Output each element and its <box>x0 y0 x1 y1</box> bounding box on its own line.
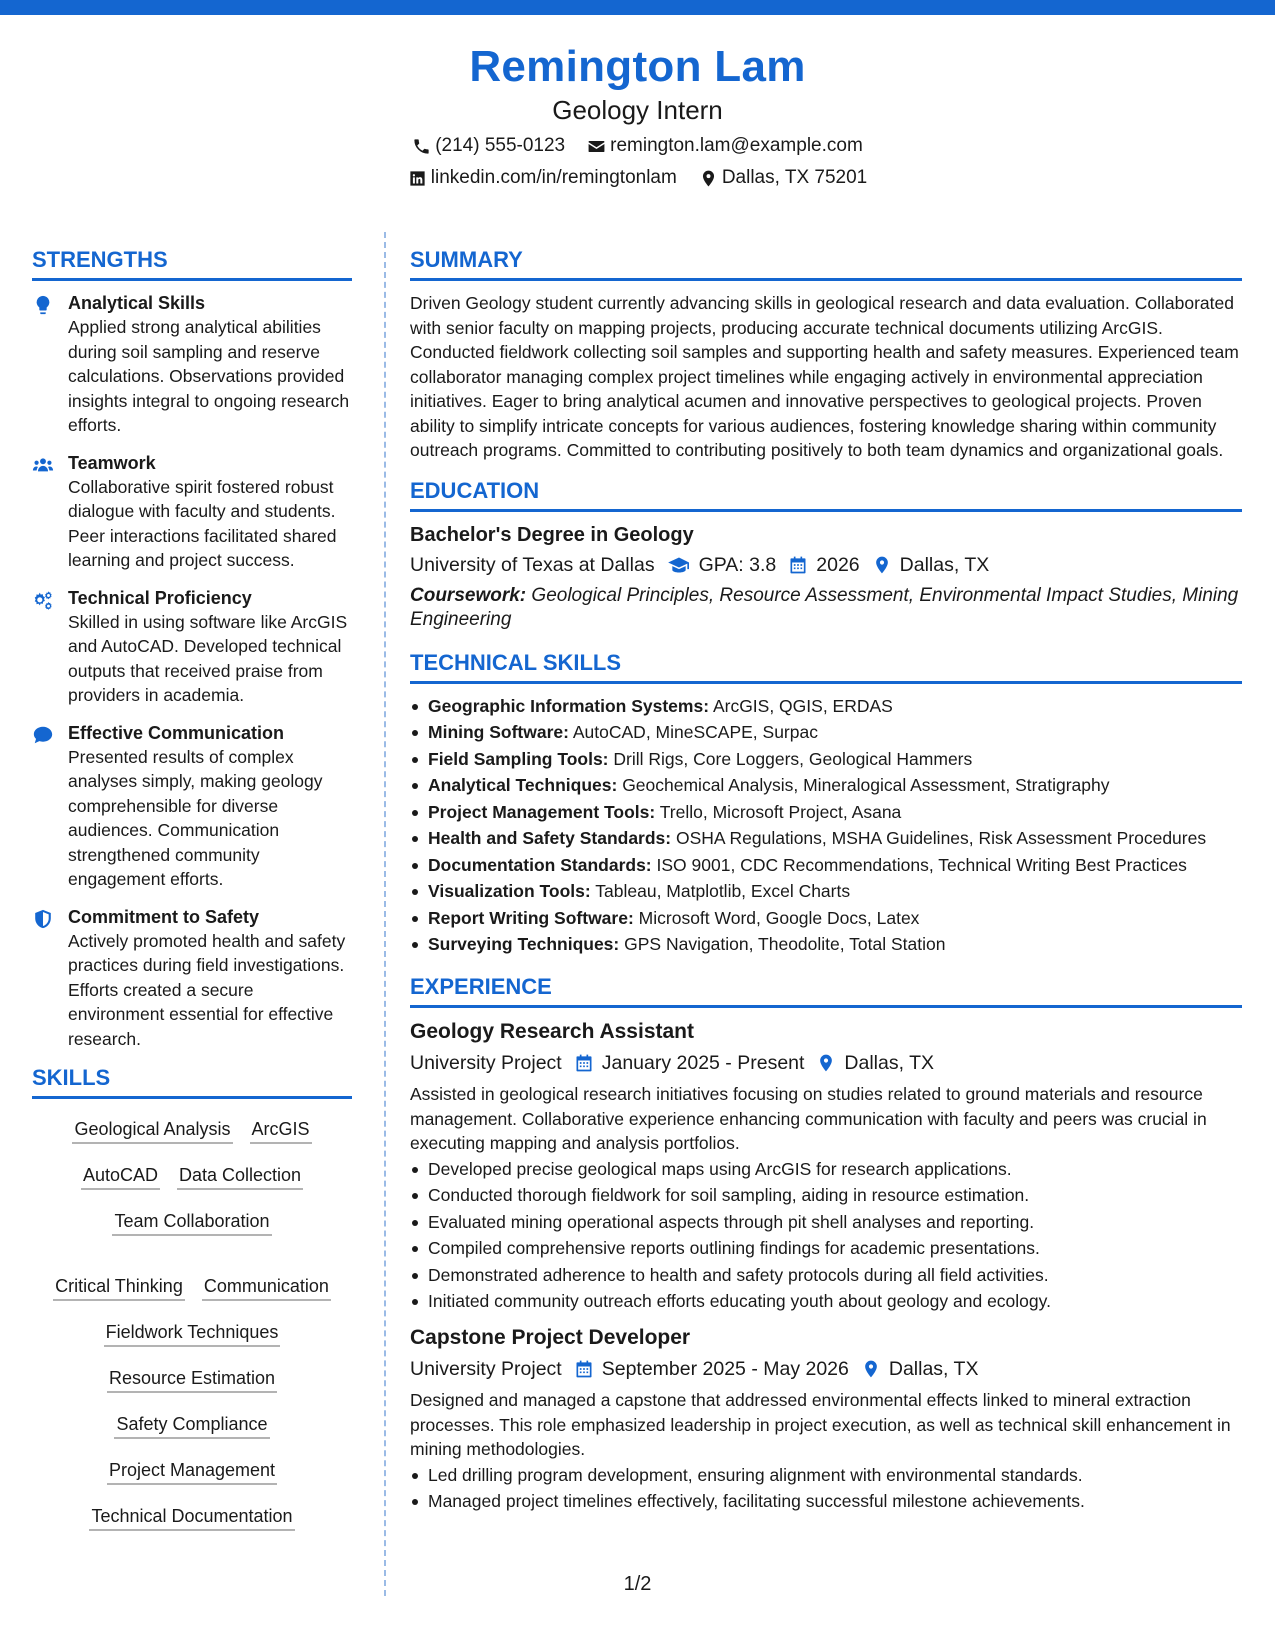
education-location: Dallas, TX <box>899 553 990 576</box>
users-icon <box>32 454 54 476</box>
list-item: Managed project timelines effectively, facilitating successful milestone achievements. <box>410 1489 1242 1514</box>
strength-title: Analytical Skills <box>68 293 206 313</box>
right-column <box>410 246 1242 1524</box>
list-item: Initiated community outreach efforts educating youth about geology and ecology. <box>410 1289 1242 1314</box>
summary-heading: SUMMARY <box>410 246 1242 281</box>
strength-text: Collaborative spirit fostered robust dialogue with faculty and students. Peer interactions facilitated shared learning and project success. <box>68 476 337 570</box>
job-meta <box>410 1049 1242 1077</box>
linkedin-text[interactable]: linkedin.com/in/remingtonlam <box>430 167 677 188</box>
skill-chip: Team Collaboration <box>112 1209 271 1236</box>
strength-text: Presented results of complex analyses simply, making geology comprehensible for diverse audiences. Communication strengthened community engagement efforts. <box>68 746 323 889</box>
left-column <box>32 246 352 1531</box>
graduation-cap-icon <box>667 555 691 575</box>
job-bullets <box>410 1157 1242 1315</box>
job-location: Dallas, TX <box>888 1358 979 1380</box>
skill-chip: Communication <box>202 1274 331 1301</box>
page-number: 1/2 <box>623 1573 652 1595</box>
candidate-name: Remington Lam <box>469 42 806 91</box>
experience-heading: EXPERIENCE <box>410 973 1242 1008</box>
list-item: Evaluated mining operational aspects through pit shell analyses and reporting. <box>410 1210 1242 1235</box>
list-item: Health and Safety Standards: OSHA Regulations, MSHA Guidelines, Risk Assessment Procedures <box>410 826 1242 851</box>
job-description: Designed and managed a capstone that addressed environmental effects linked to mineral extraction processes. This role emphasized leadership in project execution, as well as technical skill enhancement in mining methodologies. <box>410 1390 1231 1459</box>
skill-chip: Resource Estimation <box>107 1366 277 1393</box>
list-item: Mining Software: AutoCAD, MineSCAPE, Surpac <box>410 720 1242 745</box>
list-item: Analytical Techniques: Geochemical Analysis, Mineralogical Assessment, Stratigraphy <box>410 773 1242 798</box>
location-pin-icon <box>872 555 892 575</box>
strength-text: Actively promoted health and safety practices during field investigations. Efforts created a secure environment essential for effective research. <box>68 930 346 1049</box>
strength-item <box>32 291 352 438</box>
job-location: Dallas, TX <box>844 1052 935 1074</box>
resume-header <box>0 40 1275 190</box>
list-item: Surveying Techniques: GPS Navigation, Theodolite, Total Station <box>410 932 1242 957</box>
education-degree: Bachelor's Degree in Geology <box>410 523 694 546</box>
summary-text: Driven Geology student currently advancing skills in geological research and data evaluation. Collaborated with senior faculty on mapping projects, producing accurate technical documents utilizing ArcGIS. Conducted fieldwork collecting soil samples and supporting health and safety measures. Experienced team collaborator managing complex project timelines while engaging actively in environmental appreciation initiatives. Eager to bring analytical acumen and innovative perspectives to geological projects. Proven ability to simplify intricate concepts for various audiences, fostering knowledge sharing within community outreach programs. Committed to contributing positively to both team dynamics and organizational goals. <box>410 293 1239 460</box>
strength-title: Effective Communication <box>68 722 285 743</box>
job-entry <box>410 1018 1242 1314</box>
job-meta <box>410 1355 1242 1383</box>
skill-chip: Fieldwork Techniques <box>104 1320 281 1347</box>
skill-chip: Data Collection <box>177 1163 303 1190</box>
job-title: Geology Research Assistant <box>410 1020 694 1043</box>
comment-icon <box>32 724 54 746</box>
education-meta <box>410 551 1242 579</box>
list-item: Visualization Tools: Tableau, Matplotlib, Excel Charts <box>410 879 1242 904</box>
job-entry <box>410 1324 1242 1514</box>
skill-chip: Safety Compliance <box>114 1412 269 1439</box>
envelope-icon <box>587 137 606 156</box>
list-item: Documentation Standards: ISO 9001, CDC Recommendations, Technical Writing Best Practices <box>410 853 1242 878</box>
strength-item <box>32 721 352 892</box>
job-title: Capstone Project Developer <box>410 1326 691 1349</box>
contact-row-2 <box>0 166 1275 190</box>
column-divider <box>384 232 386 1596</box>
contact-location <box>699 166 867 190</box>
strength-title: Teamwork <box>68 452 156 473</box>
lightbulb-icon <box>32 294 54 316</box>
skill-chip: Project Management <box>107 1458 277 1485</box>
calendar-icon <box>574 1359 594 1379</box>
coursework-text: Geological Principles, Resource Assessment, Environmental Impact Studies, Mining Engineering <box>410 584 1239 630</box>
strength-item <box>32 905 352 1052</box>
list-item: Developed precise geological maps using ArcGIS for research applications. <box>410 1157 1242 1182</box>
candidate-title: Geology Intern <box>552 95 723 125</box>
skill-chip: AutoCAD <box>81 1163 160 1190</box>
education-coursework <box>410 584 1242 633</box>
list-item: Field Sampling Tools: Drill Rigs, Core Loggers, Geological Hammers <box>410 747 1242 772</box>
education-year: 2026 <box>816 553 860 576</box>
strengths-heading: STRENGTHS <box>32 246 352 281</box>
list-item: Compiled comprehensive reports outlining findings for academic presentations. <box>410 1236 1242 1261</box>
skill-chip: Technical Documentation <box>89 1504 294 1531</box>
top-accent-bar <box>0 0 1275 15</box>
job-description: Assisted in geological research initiatives focusing on studies related to ground materials and resource management. Collaborative experience enhancing communication with faculty and peers was crucial in executing mapping and analysis portfolios. <box>410 1084 1207 1153</box>
education-school: University of Texas at Dallas <box>410 553 655 576</box>
list-item: Report Writing Software: Microsoft Word, Google Docs, Latex <box>410 906 1242 931</box>
list-item: Geographic Information Systems: ArcGIS, QGIS, ERDAS <box>410 694 1242 719</box>
strength-item <box>32 451 352 573</box>
job-org: University Project <box>410 1358 562 1380</box>
phone-text: (214) 555-0123 <box>435 135 566 156</box>
contact-linkedin[interactable] <box>408 166 677 190</box>
strength-text: Skilled in using software like ArcGIS and AutoCAD. Developed technical outputs that received praise from providers in academia. <box>68 611 348 705</box>
email-text[interactable]: remington.lam@example.com <box>610 135 863 156</box>
list-item: Led drilling program development, ensuring alignment with environmental standards. <box>410 1463 1242 1488</box>
list-item: Demonstrated adherence to health and safety protocols during all field activities. <box>410 1263 1242 1288</box>
education-gpa: GPA: 3.8 <box>698 553 777 576</box>
skills-heading: SKILLS <box>32 1064 352 1099</box>
job-bullets <box>410 1463 1242 1515</box>
contact-phone <box>412 134 565 158</box>
skill-chip: Critical Thinking <box>53 1274 185 1301</box>
gears-icon <box>32 589 54 611</box>
job-dates: September 2025 - May 2026 <box>601 1358 849 1380</box>
coursework-label: Coursework: <box>410 584 527 606</box>
calendar-icon <box>574 1053 594 1073</box>
skill-chip: Geological Analysis <box>72 1117 232 1144</box>
technical-skills-list <box>410 694 1242 958</box>
location-pin-icon <box>861 1359 881 1379</box>
linkedin-icon <box>408 169 427 188</box>
list-item: Project Management Tools: Trello, Microsoft Project, Asana <box>410 800 1242 825</box>
strength-text: Applied strong analytical abilities during soil sampling and reserve calculations. Observations provided insights integral to ongoing research efforts. <box>68 317 350 435</box>
education-heading: EDUCATION <box>410 477 1242 512</box>
technical-skills-heading: TECHNICAL SKILLS <box>410 649 1242 684</box>
location-pin-icon <box>699 169 718 188</box>
skill-chip: ArcGIS <box>250 1117 312 1144</box>
strength-item <box>32 586 352 708</box>
strength-title: Technical Proficiency <box>68 587 252 608</box>
job-dates: January 2025 - Present <box>601 1052 805 1074</box>
contact-row-1 <box>0 134 1275 158</box>
location-text: Dallas, TX 75201 <box>721 167 868 188</box>
job-org: University Project <box>410 1052 562 1074</box>
phone-icon <box>412 137 431 156</box>
shield-icon <box>32 908 54 930</box>
strength-title: Commitment to Safety <box>68 906 260 927</box>
contact-email[interactable] <box>587 134 863 158</box>
calendar-icon <box>788 555 808 575</box>
skills-list <box>32 1109 352 1531</box>
list-item: Conducted thorough fieldwork for soil sampling, aiding in resource estimation. <box>410 1183 1242 1208</box>
location-pin-icon <box>816 1053 836 1073</box>
